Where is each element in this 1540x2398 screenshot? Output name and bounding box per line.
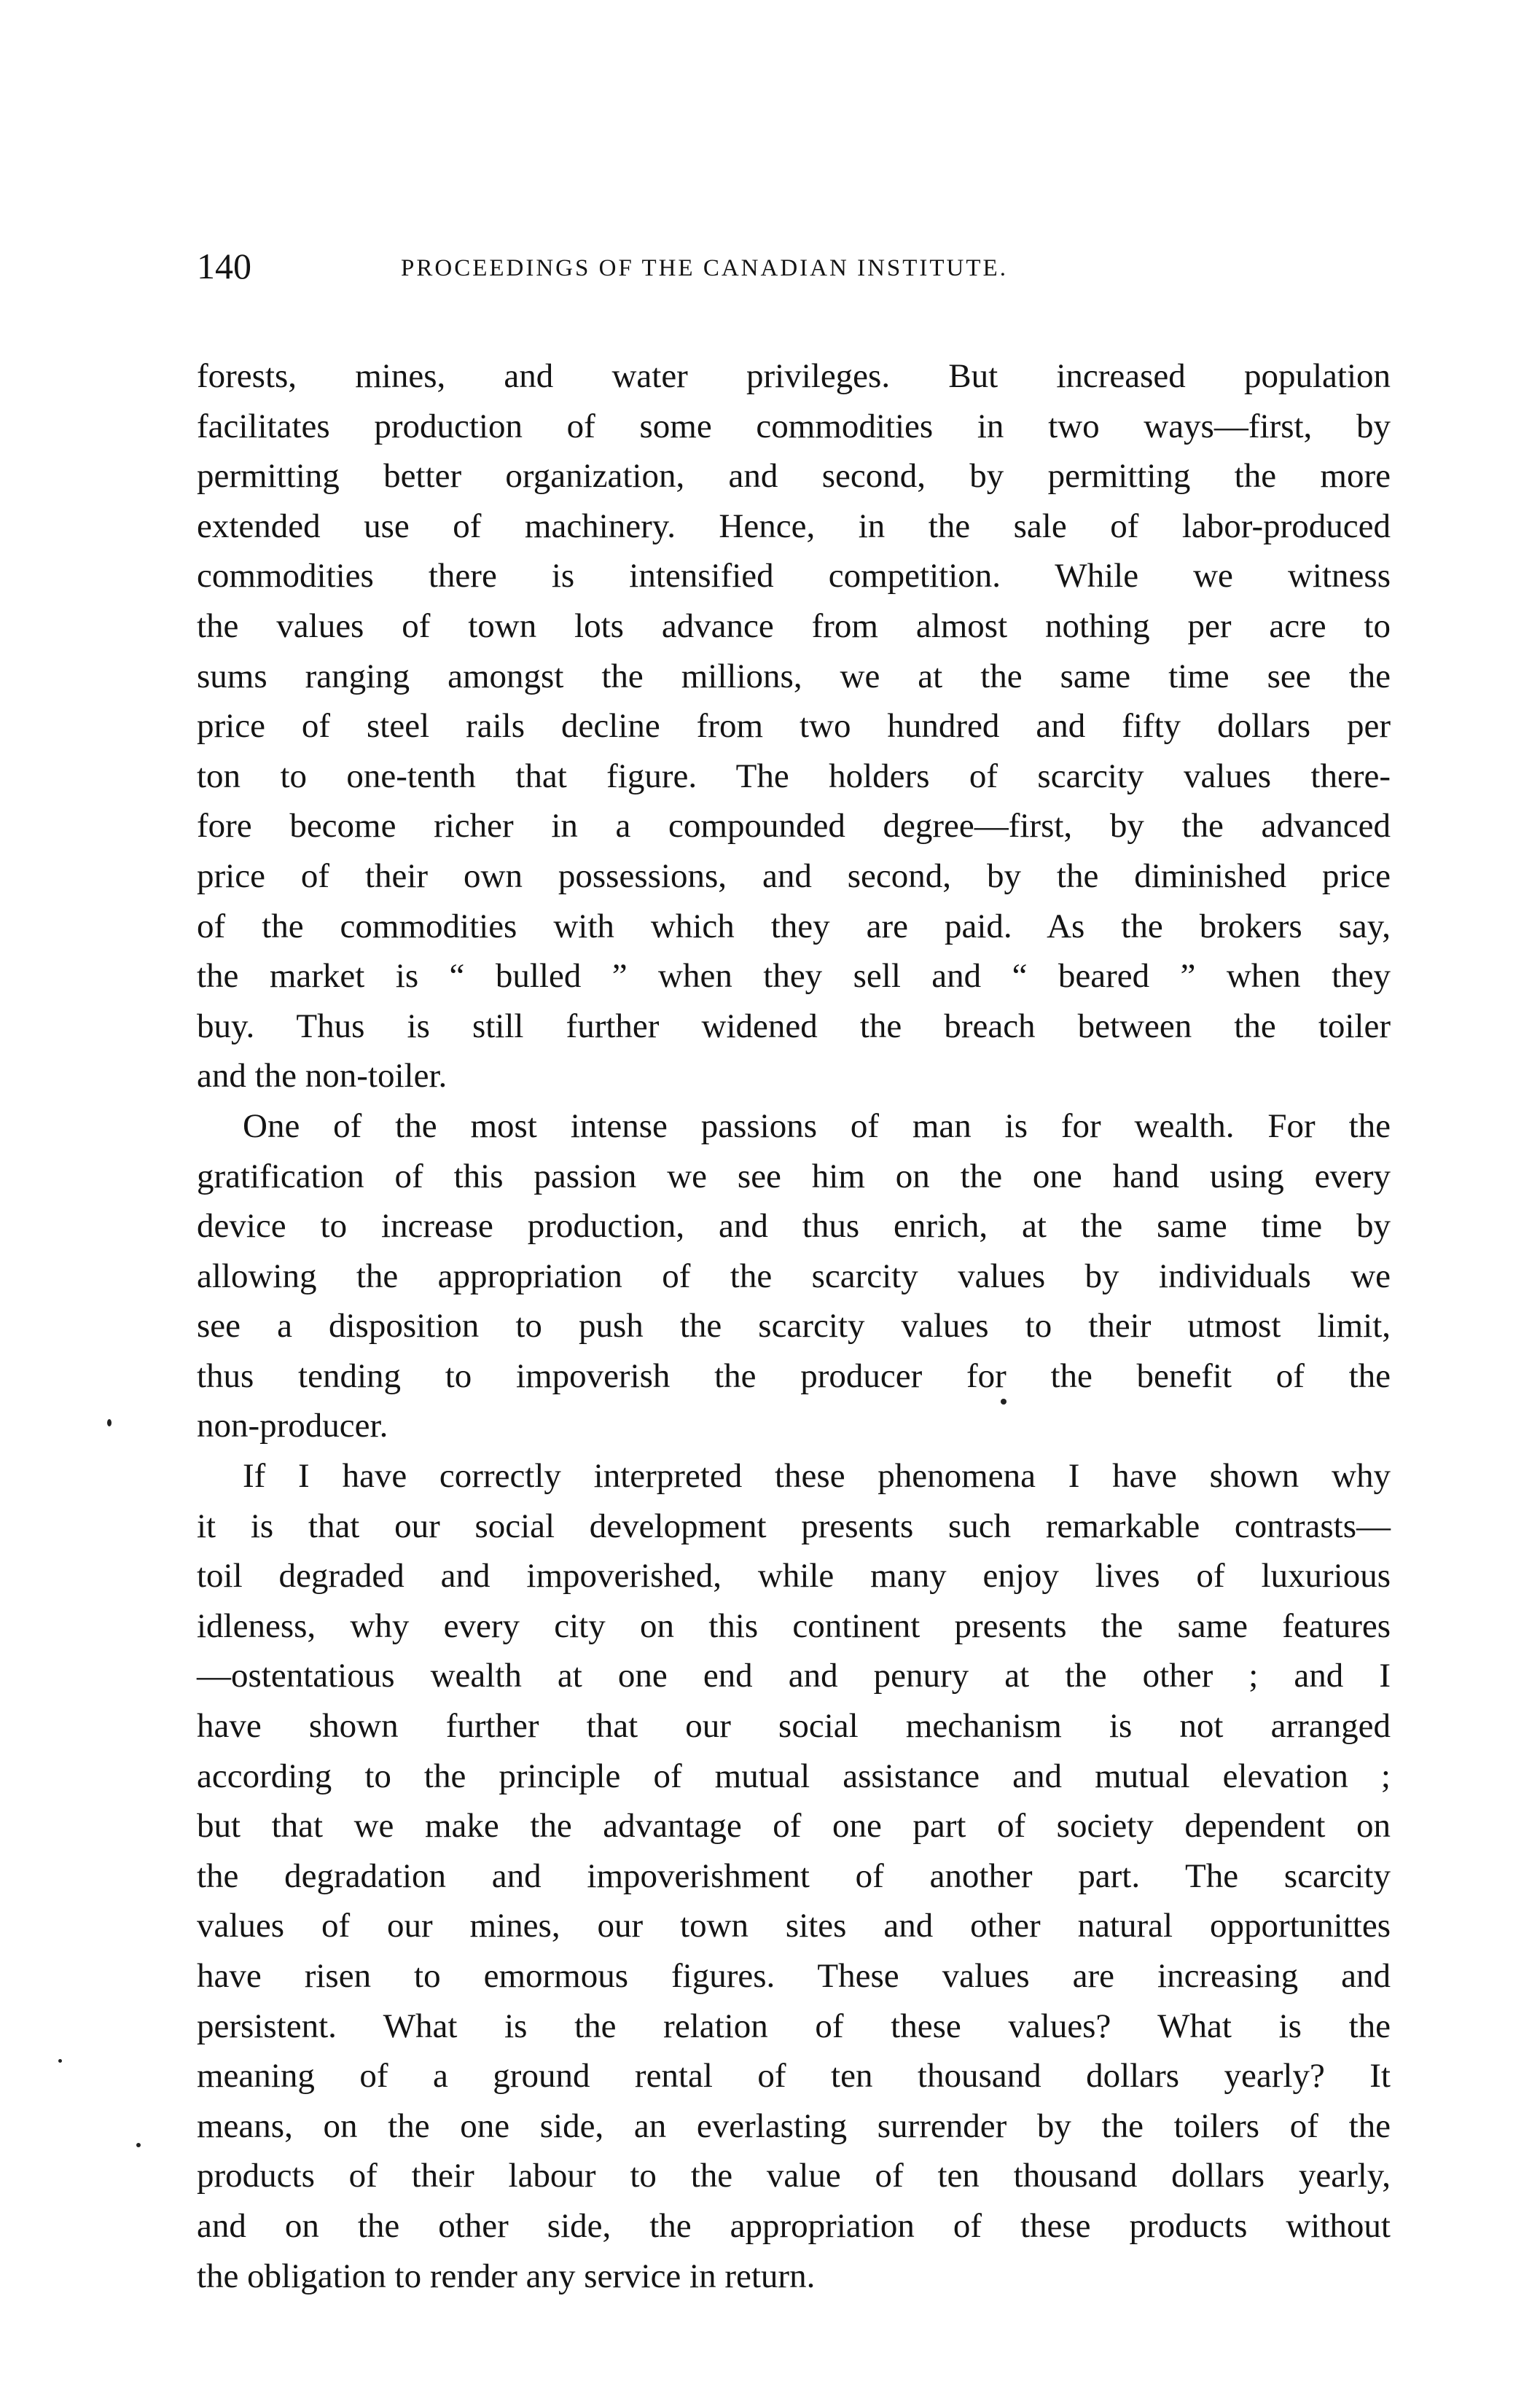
text-line: it is that our social development presents such remarkable contrasts— xyxy=(197,1507,1391,1545)
page-number: 140 xyxy=(197,246,251,286)
text-line: meaning of a ground rental of ten thousand dollars yearly? It xyxy=(197,2057,1391,2096)
text-line: the values of town lots advance from almost nothing per acre to xyxy=(197,606,1391,645)
text-line: have risen to emormous figures. These values are increasing and xyxy=(197,1957,1391,1995)
text-line: commodities there is intensified competition. While we witness xyxy=(197,557,1391,595)
paragraph xyxy=(197,1101,1391,1451)
text-line: have shown further that our social mechanism is not arranged xyxy=(197,1707,1391,1746)
text-line: products of their labour to the value of ten thousand dollars yearly, xyxy=(197,2157,1391,2195)
running-head: PROCEEDINGS OF THE CANADIAN INSTITUTE. xyxy=(401,255,1008,281)
text-line: the degradation and impoverishment of another part. The scarcity xyxy=(197,1856,1391,1895)
text-line: One of the most intense passions of man is for wealth. For the xyxy=(243,1106,1391,1145)
text-line: and the non-toiler. xyxy=(197,1057,447,1095)
text-line: allowing the appropriation of the scarcity values by individuals we xyxy=(197,1257,1391,1295)
text-line: but that we make the advantage of one part of society dependent on xyxy=(197,1807,1391,1846)
text-line: see a disposition to push the scarcity values to their utmost limit, xyxy=(197,1307,1391,1346)
text-line: persistent. What is the relation of these values? What is the xyxy=(197,2007,1391,2045)
paragraph xyxy=(197,1451,1391,2301)
ink-speck xyxy=(107,1419,112,1426)
text-line: fore become richer in a compounded degree—first, by the advanced xyxy=(197,807,1391,845)
text-line: values of our mines, our town sites and other natural opportunittes xyxy=(197,1907,1391,1945)
text-line: facilitates production of some commodities in two ways—first, by xyxy=(197,407,1391,445)
document-page xyxy=(197,241,1391,2301)
body-text xyxy=(197,351,1391,2301)
text-line: forests, mines, and water privileges. But increased population xyxy=(197,357,1391,395)
text-line: ton to one-tenth that figure. The holders of scarcity values there- xyxy=(197,757,1391,795)
text-line: according to the principle of mutual assistance and mutual elevation ; xyxy=(197,1757,1391,1795)
ink-speck xyxy=(136,2143,141,2147)
text-line: If I have correctly interpreted these phenomena I have shown why xyxy=(243,1457,1391,1496)
text-line: thus tending to impoverish the producer for the benefit of the xyxy=(197,1356,1391,1395)
text-line: and on the other side, the appropriation of these products without xyxy=(197,2206,1391,2245)
text-line: permitting better organization, and second, by permitting the more xyxy=(197,457,1391,496)
text-line: device to increase production, and thus enrich, at the same time by xyxy=(197,1207,1391,1246)
text-line: price of steel rails decline from two hundred and fifty dollars per xyxy=(197,707,1391,746)
text-line: extended use of machinery. Hence, in the sale of labor-produced xyxy=(197,507,1391,545)
text-line: price of their own possessions, and second, by the diminished price xyxy=(197,856,1391,895)
page-header xyxy=(197,241,1391,306)
ink-speck xyxy=(1001,1399,1007,1405)
ink-speck xyxy=(58,2059,62,2063)
text-line: non-producer. xyxy=(197,1407,388,1445)
text-line: toil degraded and impoverished, while many enjoy lives of luxurious xyxy=(197,1557,1391,1596)
paragraph xyxy=(197,351,1391,1101)
text-line: buy. Thus is still further widened the breach between the toiler xyxy=(197,1007,1391,1045)
text-line: —ostentatious wealth at one end and penury at the other ; and I xyxy=(197,1657,1391,1695)
text-line: the obligation to render any service in return. xyxy=(197,2257,816,2295)
text-line: gratification of this passion we see him on the one hand using every xyxy=(197,1157,1391,1195)
text-line: the market is “ bulled ” when they sell and “ beared ” when they xyxy=(197,957,1391,996)
text-line: idleness, why every city on this continent presents the same features xyxy=(197,1606,1391,1645)
text-line: means, on the one side, an everlasting surrender by the toilers of the xyxy=(197,2106,1391,2145)
text-line: of the commodities with which they are paid. As the brokers say, xyxy=(197,907,1391,945)
text-line: sums ranging amongst the millions, we at the same time see the xyxy=(197,657,1391,695)
